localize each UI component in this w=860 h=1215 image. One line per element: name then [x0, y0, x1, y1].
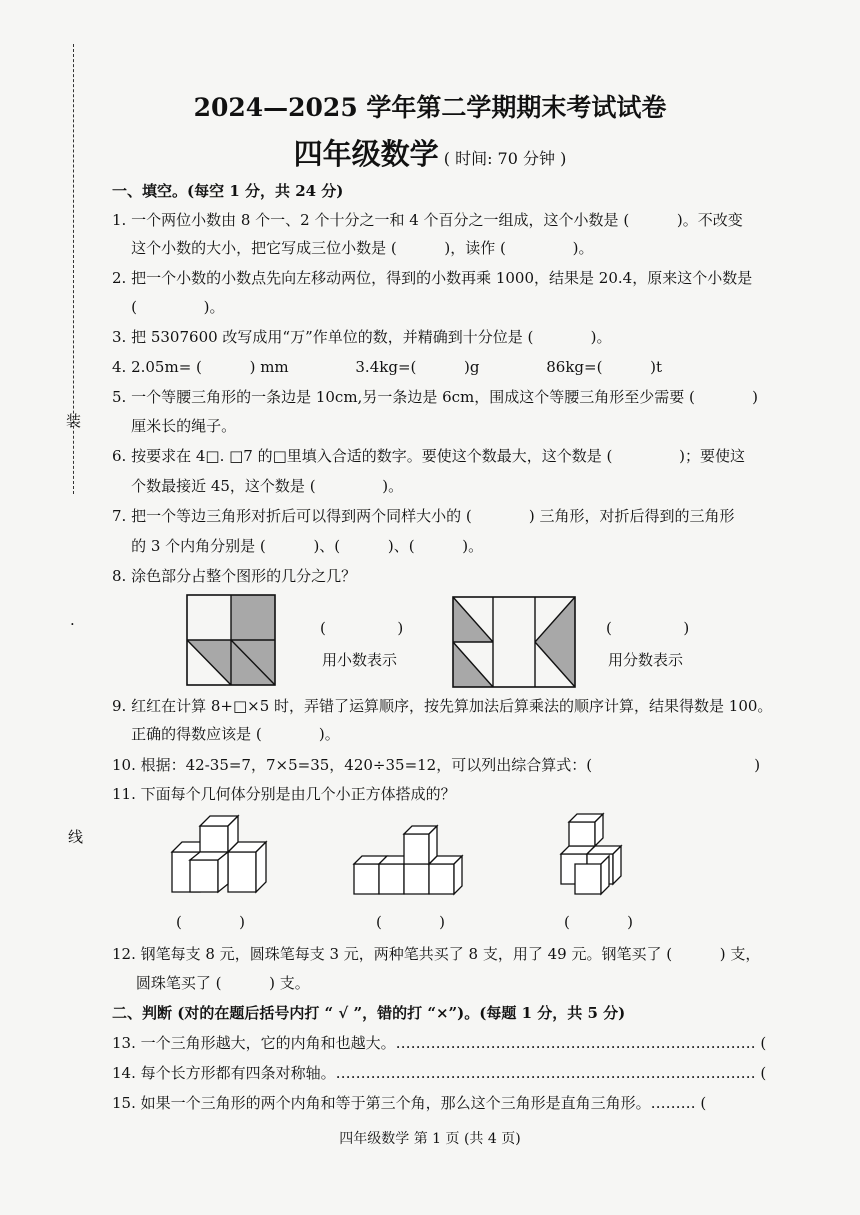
- q15-line: 15. 如果一个三角形的两个内角和等于第三个角，那么这个三角形是直角三角形。……… (: [112, 1094, 707, 1112]
- time-limit: ( 时间: 70 分钟 ): [443, 149, 567, 168]
- subject-grade: 四年级数学: [293, 137, 439, 171]
- q1-line2: 这个小数的大小，把它写成三位小数是 ( )，读作 ( )。: [112, 239, 594, 257]
- q11-blank-2[interactable]: ( ): [376, 913, 445, 931]
- q4-line: 4. 2.05m= ( ) mm 3.4kg=( )g 86kg=( )t: [112, 358, 663, 376]
- section2-heading: 二、判断 (对的在题后括号内打 “ √ ”，错的打 “×”)。(每题 1 分，共 5 分): [112, 1004, 626, 1022]
- q8-blank-right[interactable]: ( ): [606, 619, 690, 637]
- q10-line: 10. 根据：42-35=7，7×5=35，420÷35=12，可以列出综合算式：( ): [112, 756, 761, 774]
- section1-heading: 一、填空。(每空 1 分，共 24 分): [112, 182, 344, 200]
- q5-line1: 5. 一个等腰三角形的一条边是 10cm,另一条边是 6cm，围成这个等腰三角形至少需要 ( ): [112, 388, 758, 406]
- q14-line: 14. 每个长方形都有四条对称轴。………………………………………………………………………… (: [112, 1064, 767, 1082]
- q8-figure-right: [452, 596, 576, 692]
- q6-line1: 6. 按要求在 4□. □7 的□里填入合适的数字。要使这个数最大，这个数是 ( )；要使这: [112, 447, 745, 465]
- q12-line1: 12. 钢笔每支 8 元，圆珠笔每支 3 元，两种笔共买了 8 支，用了 49 元。钢笔买了 ( ) 支，: [112, 945, 761, 963]
- q11-solid-2: [352, 818, 472, 898]
- q8-caption-left: 用小数表示: [322, 651, 398, 669]
- q9-line2: 正确的得数应该是 ( )。: [112, 725, 340, 743]
- q11-blank-1[interactable]: ( ): [176, 913, 245, 931]
- q1-line1: 1. 一个两位小数由 8 个一、2 个十分之一和 4 个百分之一组成，这个小数是 ( )。不改变: [112, 211, 743, 229]
- page-footer: 四年级数学 第 1 页 (共 4 页): [339, 1131, 521, 1147]
- q11-prompt: 11. 下面每个几何体分别是由几个小正方体搭成的？: [112, 785, 456, 803]
- binding-mark: ·: [70, 615, 75, 633]
- q8-figure-left: [186, 594, 276, 690]
- q6-line2: 个数最接近 45，这个数是 ( )。: [112, 477, 404, 495]
- q2-line2: ( )。: [112, 298, 225, 316]
- q13-line: 13. 一个三角形越大，它的内角和也越大。……………………………………………………………… (: [112, 1034, 767, 1052]
- exam-subtitle: [0, 132, 860, 173]
- q7-line1: 7. 把一个等边三角形对折后可以得到两个同样大小的 ( ) 三角形，对折后得到的三角形: [112, 507, 735, 525]
- exam-title: 2024—2025 学年第二学期期末考试试卷: [193, 93, 667, 122]
- q3-line: 3. 把 5307600 改写成用“万”作单位的数，并精确到十分位是 ( )。: [112, 328, 612, 346]
- q9-line1: 9. 红红在计算 8+□×5 时，弄错了运算顺序，按先算加法后算乘法的顺序计算，结果得数是 100。: [112, 697, 773, 715]
- q7-line2: 的 3 个内角分别是 ( )、( )、( )。: [112, 537, 484, 555]
- q11-solid-1: [170, 812, 270, 896]
- q11-blank-3[interactable]: ( ): [564, 913, 633, 931]
- q8-blank-left[interactable]: ( ): [320, 619, 404, 637]
- q11-solid-3: [557, 810, 637, 896]
- q12-line2: 圆珠笔买了 ( ) 支。: [112, 974, 310, 992]
- binding-char-zhuang: 装: [66, 412, 82, 430]
- binding-char-xian: 线: [68, 828, 84, 846]
- q2-line1: 2. 把一个小数的小数点先向左移动两位，得到的小数再乘 1000，结果是 20.4，原来这个小数是: [112, 269, 753, 287]
- q8-prompt: 8. 涂色部分占整个图形的几分之几？: [112, 567, 357, 585]
- q5-line2: 厘米长的绳子。: [112, 417, 237, 435]
- q8-caption-right: 用分数表示: [608, 651, 684, 669]
